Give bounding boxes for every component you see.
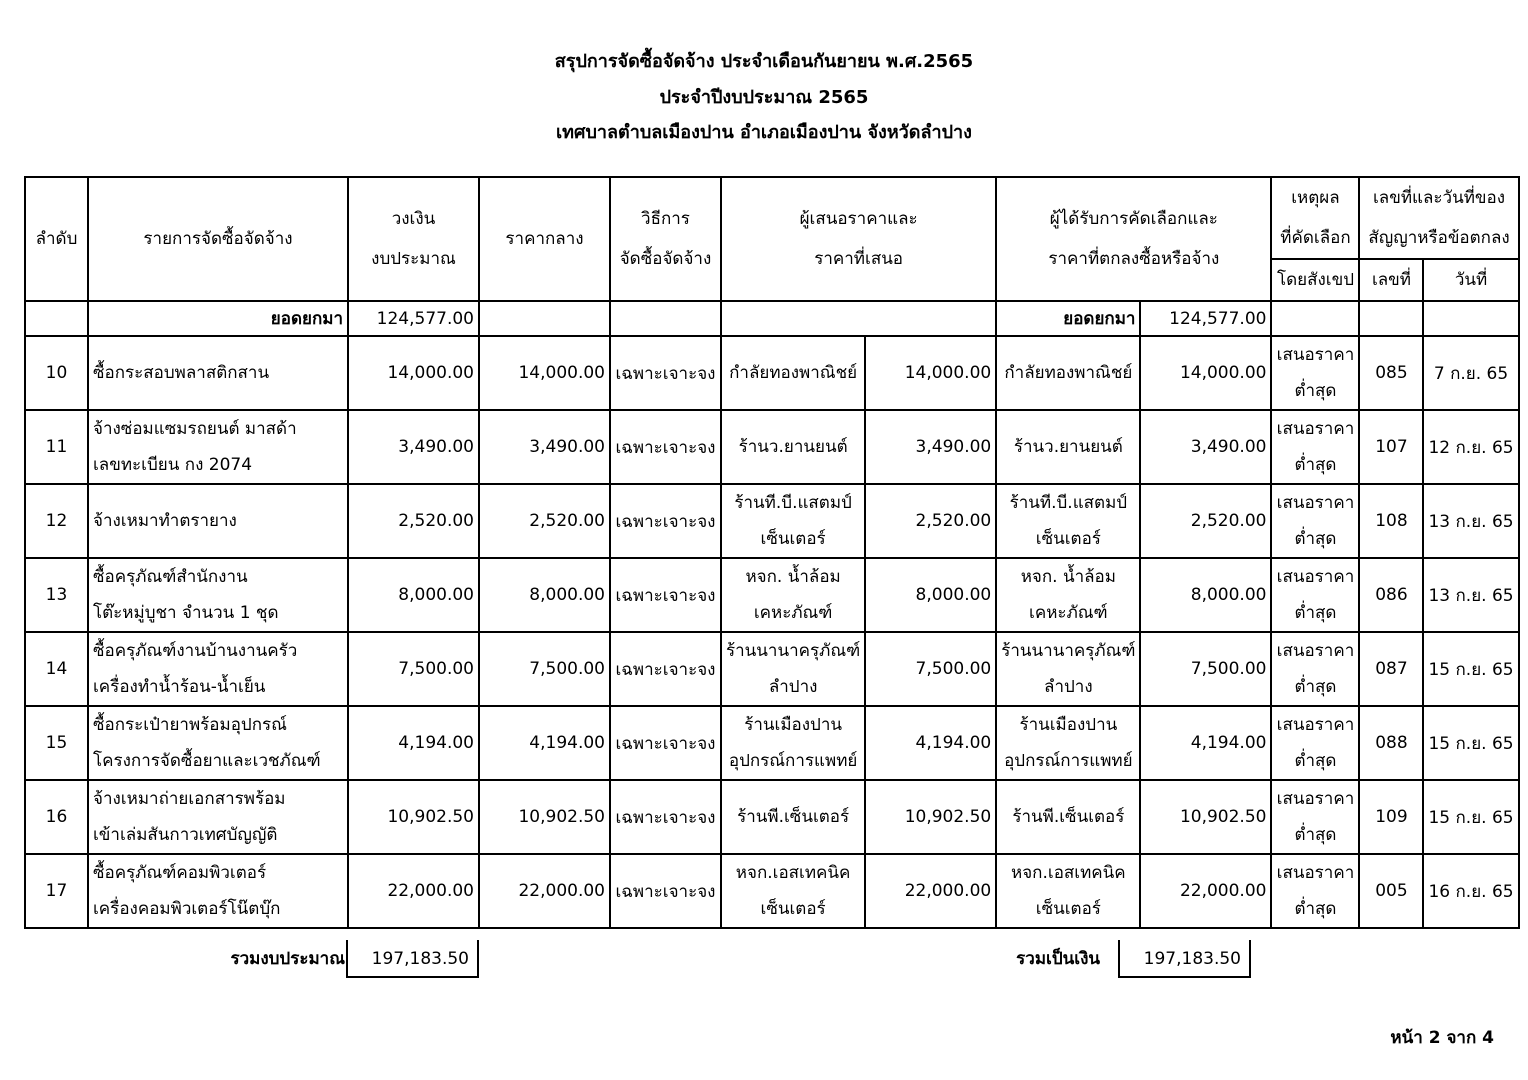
row-method-text: เฉพาะเจาะจง	[615, 659, 716, 680]
row-bidder-text: ร้านนานาครุภัณฑ์	[726, 641, 861, 661]
table-row	[25, 336, 1519, 410]
row-winner-text: หจก. น้ำล้อม	[1020, 567, 1116, 587]
row-reason	[1271, 854, 1359, 928]
row-item-text: ซื้อครุภัณฑ์สำนักงาน	[93, 567, 248, 587]
row-method-text: เฉพาะเจาะจง	[615, 585, 716, 606]
row-bidder-text: ร้านพี.เซ็นเตอร์	[737, 807, 850, 827]
row-bidder-text: เซ็นเตอร์	[760, 529, 826, 549]
row-reason-text: ต่ำสุด	[1294, 825, 1337, 845]
row-median-text: 4,194.00	[529, 733, 605, 753]
row-contract-date-text: 13 ก.ย. 65	[1428, 585, 1514, 606]
row-item	[88, 854, 348, 928]
row-bid-price-text: 8,000.00	[915, 585, 992, 605]
row-no-text: 13	[45, 585, 68, 605]
row-budget-text: 3,490.00	[398, 437, 474, 457]
row-contract-no-text: 086	[1375, 585, 1408, 605]
row-bid-price	[865, 558, 996, 632]
row-win-price-text: 3,490.00	[1190, 437, 1267, 457]
col-reason-summary: โดยสังเขป	[1271, 259, 1359, 301]
row-contract-date	[1423, 410, 1518, 484]
row-reason	[1271, 484, 1359, 558]
row-bid-price	[865, 632, 996, 706]
row-contract-no-text: 085	[1375, 363, 1408, 383]
procurement-table	[24, 176, 1520, 929]
organization: เทศบาลตำบลเมืองปาน อำเภอเมืองปาน จังหวัดลำปาง	[556, 122, 972, 143]
row-item	[88, 336, 348, 410]
row-win-price	[1140, 632, 1271, 706]
row-budget	[348, 336, 479, 410]
row-contract-date	[1423, 484, 1518, 558]
row-winner	[996, 558, 1140, 632]
row-budget-text: 2,520.00	[398, 511, 474, 531]
header-row	[25, 177, 1519, 259]
row-bidder-text: หจก. น้ำล้อม	[745, 567, 841, 587]
row-bidder-text: ลำปาง	[768, 677, 818, 697]
row-budget-text: 14,000.00	[387, 363, 474, 383]
row-no-text: 16	[45, 807, 68, 827]
row-win-price	[1140, 706, 1271, 780]
row-bid-price-text: 14,000.00	[904, 363, 992, 383]
row-reason	[1271, 336, 1359, 410]
row-method	[610, 780, 721, 854]
row-median	[479, 558, 610, 632]
col-bidder: ผู้เสนอราคาและ ราคาที่เสนอ	[721, 177, 996, 301]
col-contract-no: เลขที่	[1359, 259, 1423, 301]
row-budget	[348, 780, 479, 854]
row-median-text: 10,902.50	[518, 807, 605, 827]
row-median	[479, 336, 610, 410]
row-winner	[996, 410, 1140, 484]
fiscal-year: ประจำปีงบประมาณ 2565	[659, 87, 869, 108]
row-bid-price	[865, 706, 996, 780]
row-reason	[1271, 558, 1359, 632]
row-method	[610, 336, 721, 410]
row-median-text: 3,490.00	[529, 437, 605, 457]
row-bid-price	[865, 336, 996, 410]
row-contract-date	[1423, 558, 1518, 632]
row-item-text: ซื้อครุภัณฑ์คอมพิวเตอร์	[93, 863, 267, 883]
row-method	[610, 558, 721, 632]
row-contract-date	[1423, 780, 1518, 854]
row-winner-text: ร้านพี.เซ็นเตอร์	[1012, 807, 1125, 827]
winner-total: 197,183.50	[1118, 940, 1251, 978]
row-item-text: จ้างเหมาทำตรายาง	[93, 511, 237, 531]
row-contract-no	[1359, 854, 1423, 928]
col-winner: ผู้ได้รับการคัดเลือกและ ราคาที่ตกลงซื้อหรือจ้าง	[996, 177, 1271, 301]
row-no	[25, 706, 88, 780]
row-win-price	[1140, 484, 1271, 558]
row-contract-no	[1359, 632, 1423, 706]
row-contract-no-text: 108	[1375, 511, 1408, 531]
row-bidder	[721, 632, 865, 706]
row-bid-price	[865, 484, 996, 558]
row-budget-text: 4,194.00	[398, 733, 474, 753]
row-contract-no	[1359, 558, 1423, 632]
table-row	[25, 632, 1519, 706]
row-win-price	[1140, 854, 1271, 928]
row-winner	[996, 336, 1140, 410]
carry-winner-amount: 124,577.00	[1140, 301, 1271, 336]
row-median	[479, 780, 610, 854]
row-bid-price	[865, 410, 996, 484]
row-reason	[1271, 410, 1359, 484]
row-bidder-text: กำลัยทองพาณิชย์	[729, 363, 858, 383]
row-item-text: โครงการจัดซื้อยาและเวชภัณฑ์	[93, 751, 321, 771]
row-bidder-text: หจก.เอสเทคนิค	[735, 863, 851, 883]
row-contract-no-text: 088	[1375, 733, 1408, 753]
col-budget: วงเงิน งบประมาณ	[348, 177, 479, 301]
row-bidder-text: ร้านเมืองปาน	[744, 715, 843, 735]
table-row	[25, 780, 1519, 854]
col-item: รายการจัดซื้อจัดจ้าง	[88, 177, 348, 301]
row-item	[88, 558, 348, 632]
col-contract-date: วันที่	[1423, 259, 1518, 301]
row-no	[25, 632, 88, 706]
row-median	[479, 706, 610, 780]
row-item	[88, 632, 348, 706]
row-contract-date-text: 15 ก.ย. 65	[1428, 733, 1514, 754]
row-budget-text: 10,902.50	[387, 807, 474, 827]
row-median	[479, 854, 610, 928]
row-reason-text: ต่ำสุด	[1294, 529, 1337, 549]
col-median: ราคากลาง	[479, 177, 610, 301]
row-reason-text: เสนอราคา	[1276, 641, 1355, 661]
row-win-price-text: 10,902.50	[1179, 807, 1267, 827]
table-row	[25, 854, 1519, 928]
row-bidder	[721, 410, 865, 484]
row-win-price-text: 22,000.00	[1179, 881, 1267, 901]
row-win-price	[1140, 336, 1271, 410]
row-method	[610, 706, 721, 780]
row-median-text: 2,520.00	[529, 511, 605, 531]
row-bidder-text: เคหะภัณฑ์	[753, 603, 833, 623]
row-item-text: ซื้อกระสอบพลาสติกสาน	[93, 363, 270, 383]
row-contract-date-text: 16 ก.ย. 65	[1428, 881, 1514, 902]
row-winner-text: หจก.เอสเทคนิค	[1011, 863, 1126, 883]
row-reason	[1271, 780, 1359, 854]
row-item	[88, 484, 348, 558]
row-winner-text: กำลัยทองพาณิชย์	[1004, 363, 1133, 383]
row-winner-text: เซ็นเตอร์	[1035, 529, 1101, 549]
row-method	[610, 854, 721, 928]
row-winner-text: ร้านที.บี.แสตมป์	[1009, 493, 1128, 513]
row-winner-text: ร้านว.ยานยนต์	[1013, 437, 1123, 457]
row-bidder	[721, 780, 865, 854]
row-bid-price-text: 22,000.00	[904, 881, 992, 901]
row-contract-no	[1359, 336, 1423, 410]
row-winner-text: เซ็นเตอร์	[1035, 899, 1101, 919]
row-bidder-text: เซ็นเตอร์	[760, 899, 826, 919]
carry-budget: 124,577.00	[348, 301, 479, 336]
row-reason-text: ต่ำสุด	[1294, 603, 1337, 623]
row-bidder	[721, 558, 865, 632]
row-reason-text: ต่ำสุด	[1294, 899, 1337, 919]
row-method	[610, 484, 721, 558]
row-no-text: 12	[45, 511, 68, 531]
row-method-text: เฉพาะเจาะจง	[615, 733, 716, 754]
row-win-price-text: 8,000.00	[1190, 585, 1267, 605]
row-bid-price-text: 3,490.00	[915, 437, 992, 457]
row-budget	[348, 632, 479, 706]
row-bid-price-text: 4,194.00	[915, 733, 992, 753]
row-budget	[348, 558, 479, 632]
row-contract-no-text: 005	[1375, 881, 1408, 901]
row-contract-date-text: 15 ก.ย. 65	[1428, 807, 1514, 828]
row-median	[479, 484, 610, 558]
row-item-text: จ้างซ่อมแซมรถยนต์ มาสด้า	[93, 419, 297, 439]
row-contract-date	[1423, 336, 1518, 410]
row-budget	[348, 484, 479, 558]
row-method-text: เฉพาะเจาะจง	[615, 807, 716, 828]
budget-total-label: รวมงบประมาณ	[230, 949, 345, 969]
row-reason-text: เสนอราคา	[1276, 419, 1355, 439]
row-item-text: เครื่องคอมพิวเตอร์โน๊ตบุ๊ก	[93, 899, 281, 919]
row-budget-text: 7,500.00	[398, 659, 474, 679]
row-bid-price-text: 2,520.00	[915, 511, 992, 531]
row-no	[25, 336, 88, 410]
row-bidder-text: ร้านที.บี.แสตมป์	[734, 493, 852, 513]
row-winner-text: ร้านเมืองปาน	[1019, 715, 1118, 735]
row-no	[25, 410, 88, 484]
row-median-text: 22,000.00	[518, 881, 605, 901]
row-method-text: เฉพาะเจาะจง	[615, 363, 716, 384]
col-method: วิธีการ จัดซื้อจัดจ้าง	[610, 177, 721, 301]
row-method-text: เฉพาะเจาะจง	[615, 881, 716, 902]
row-reason-text: ต่ำสุด	[1294, 677, 1337, 697]
row-median-text: 14,000.00	[518, 363, 605, 383]
row-item-text: เข้าเล่มสันกาวเทศบัญญัติ	[93, 825, 278, 845]
col-no: ลำดับ	[25, 177, 88, 301]
row-contract-date	[1423, 632, 1518, 706]
row-item-text: เครื่องทำน้ำร้อน-น้ำเย็น	[93, 677, 266, 697]
row-median-text: 8,000.00	[529, 585, 605, 605]
row-contract-date-text: 15 ก.ย. 65	[1428, 659, 1514, 680]
row-no	[25, 484, 88, 558]
row-item	[88, 780, 348, 854]
row-no	[25, 780, 88, 854]
row-method-text: เฉพาะเจาะจง	[615, 437, 716, 458]
row-no-text: 15	[45, 733, 68, 753]
row-item-text: ซื้อกระเป๋ายาพร้อมอุปกรณ์	[93, 715, 287, 735]
budget-total: 197,183.50	[346, 940, 479, 978]
row-contract-no	[1359, 484, 1423, 558]
row-winner-text: อุปกรณ์การแพทย์	[1004, 751, 1133, 771]
row-no	[25, 854, 88, 928]
row-median	[479, 410, 610, 484]
row-budget	[348, 854, 479, 928]
row-bid-price	[865, 854, 996, 928]
row-bidder	[721, 336, 865, 410]
row-no-text: 14	[45, 659, 68, 679]
row-median-text: 7,500.00	[529, 659, 605, 679]
row-reason-text: เสนอราคา	[1276, 789, 1355, 809]
row-reason	[1271, 706, 1359, 780]
row-bid-price-text: 10,902.50	[904, 807, 992, 827]
row-reason-text: เสนอราคา	[1276, 493, 1355, 513]
row-contract-date	[1423, 854, 1518, 928]
row-reason-text: เสนอราคา	[1276, 567, 1355, 587]
row-reason-text: เสนอราคา	[1276, 345, 1355, 365]
row-win-price-text: 4,194.00	[1190, 733, 1267, 753]
table-row	[25, 410, 1519, 484]
row-winner	[996, 484, 1140, 558]
row-bidder-text: อุปกรณ์การแพทย์	[728, 751, 858, 771]
row-item-text: เลขทะเบียน กง 2074	[93, 455, 253, 475]
row-winner	[996, 706, 1140, 780]
row-contract-no-text: 109	[1375, 807, 1408, 827]
row-contract-no-text: 087	[1375, 659, 1408, 679]
row-budget-text: 22,000.00	[387, 881, 474, 901]
row-win-price	[1140, 410, 1271, 484]
row-bidder	[721, 854, 865, 928]
row-median	[479, 632, 610, 706]
row-method	[610, 632, 721, 706]
table-row	[25, 706, 1519, 780]
table-row	[25, 558, 1519, 632]
row-winner	[996, 780, 1140, 854]
row-contract-date-text: 7 ก.ย. 65	[1433, 363, 1509, 384]
row-method	[610, 410, 721, 484]
row-item-text: โต๊ะหมู่บูชา จำนวน 1 ชุด	[93, 603, 279, 623]
row-win-price	[1140, 558, 1271, 632]
page-number: หน้า 2 จาก 4	[1390, 1028, 1494, 1048]
col-reason: เหตุผล ที่คัดเลือก	[1271, 177, 1359, 259]
row-bidder	[721, 706, 865, 780]
row-reason-text: ต่ำสุด	[1294, 455, 1337, 475]
winner-total-label: รวมเป็นเงิน	[1016, 949, 1100, 969]
row-no	[25, 558, 88, 632]
row-reason-text: ต่ำสุด	[1294, 381, 1337, 401]
row-bid-price-text: 7,500.00	[915, 659, 992, 679]
row-win-price-text: 14,000.00	[1179, 363, 1267, 383]
row-budget-text: 8,000.00	[398, 585, 474, 605]
row-no-text: 11	[45, 437, 68, 457]
row-contract-no-text: 107	[1375, 437, 1408, 457]
carry-winner-label: ยอดยกมา	[996, 301, 1140, 336]
row-contract-date	[1423, 706, 1518, 780]
col-contract: เลขที่และวันที่ของ สัญญาหรือข้อตกลง	[1359, 177, 1518, 259]
row-item-text: ซื้อครุภัณฑ์งานบ้านงานครัว	[93, 641, 298, 661]
row-no-text: 17	[45, 881, 68, 901]
row-bid-price	[865, 780, 996, 854]
row-bidder	[721, 484, 865, 558]
carry-label: ยอดยกมา	[88, 301, 348, 336]
row-win-price-text: 2,520.00	[1190, 511, 1267, 531]
row-contract-no	[1359, 780, 1423, 854]
row-win-price-text: 7,500.00	[1190, 659, 1267, 679]
row-method-text: เฉพาะเจาะจง	[615, 511, 716, 532]
row-winner-text: เคหะภัณฑ์	[1029, 603, 1108, 623]
row-contract-date-text: 12 ก.ย. 65	[1428, 437, 1514, 458]
row-win-price	[1140, 780, 1271, 854]
row-winner	[996, 632, 1140, 706]
row-item	[88, 410, 348, 484]
row-reason	[1271, 632, 1359, 706]
row-contract-date-text: 13 ก.ย. 65	[1428, 511, 1514, 532]
row-item-text: จ้างเหมาถ่ายเอกสารพร้อม	[93, 789, 286, 809]
row-reason-text: เสนอราคา	[1276, 863, 1355, 883]
row-winner-text: ร้านนานาครุภัณฑ์	[1001, 641, 1136, 661]
row-item	[88, 706, 348, 780]
row-winner	[996, 854, 1140, 928]
row-reason-text: ต่ำสุด	[1294, 751, 1337, 771]
row-contract-no	[1359, 410, 1423, 484]
row-contract-no	[1359, 706, 1423, 780]
table-row	[25, 484, 1519, 558]
row-bidder-text: ร้านว.ยานยนต์	[738, 437, 848, 457]
row-reason-text: เสนอราคา	[1276, 715, 1355, 735]
carry-forward-row	[25, 301, 1519, 336]
document-title: สรุปการจัดซื้อจัดจ้าง ประจำเดือนกันยายน พ.ศ.2565	[554, 51, 974, 72]
row-winner-text: ลำปาง	[1044, 677, 1093, 697]
row-no-text: 10	[45, 363, 68, 383]
row-budget	[348, 410, 479, 484]
row-budget	[348, 706, 479, 780]
